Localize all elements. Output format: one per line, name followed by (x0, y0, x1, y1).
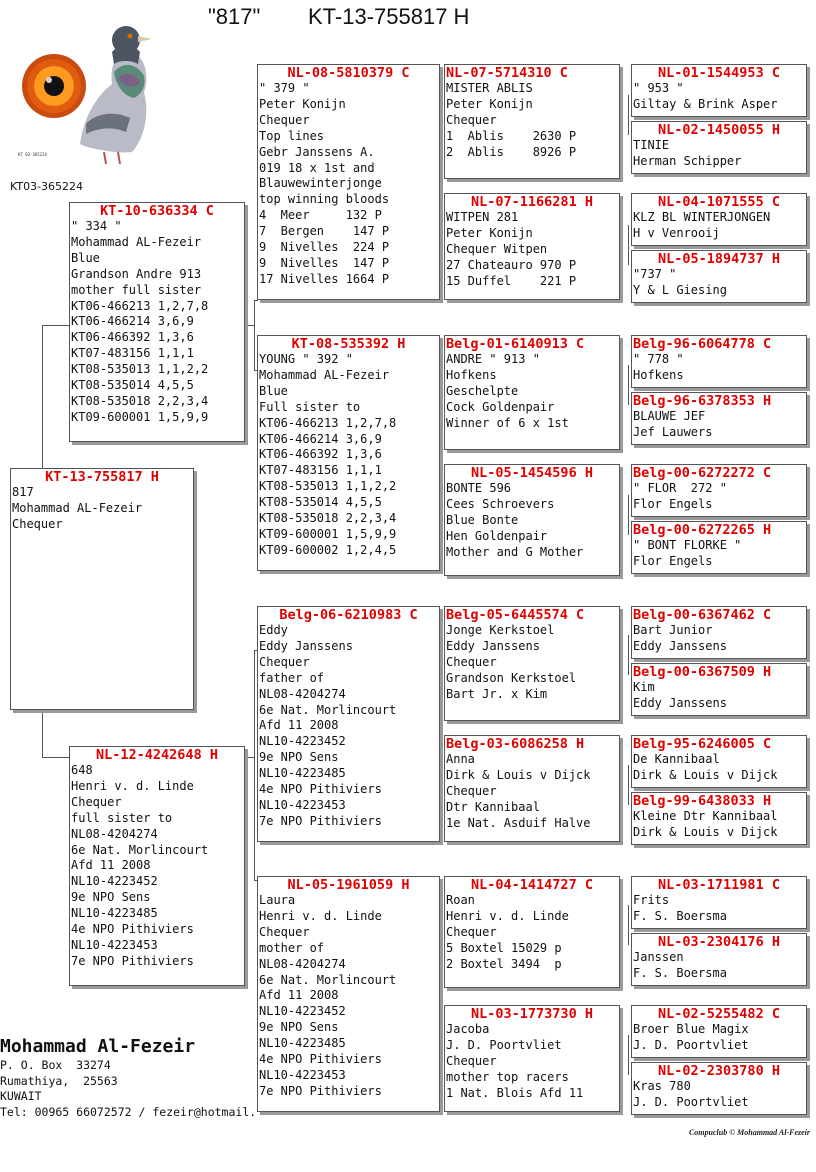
bird-detail-line: mother full sister (71, 282, 202, 297)
bird-details (258, 623, 439, 830)
bird-detail-line: 7 Bergen 147 P (259, 224, 390, 239)
pedigree-card-dssd[interactable] (631, 663, 807, 716)
bird-detail-line: 019 18 x 1st and (259, 160, 375, 175)
ring-number: NL-05-1894737 H (658, 251, 780, 267)
bird-detail-line: Chequer Witpen (446, 241, 548, 256)
bird-detail-line: KT06-466392 1,3,6 (259, 447, 382, 462)
bird-detail-line: Giltay & Brink Asper (633, 96, 778, 111)
bird-detail-line: Blue Bonte (446, 512, 519, 527)
pedigree-card-dam[interactable] (69, 746, 245, 986)
bird-detail-line: De Kannibaal (633, 752, 720, 766)
bird-details (632, 1079, 806, 1111)
bird-detail-line: Flor Engels (633, 553, 713, 568)
owner-address-line: Rumathiya, 25563 (0, 1073, 118, 1088)
pedigree-card-ssds[interactable] (631, 193, 807, 246)
bird-detail-line: Herman Schipper (633, 153, 742, 168)
connector (441, 117, 442, 207)
bird-detail-line: Mohammad AL-Fezeir (12, 500, 143, 515)
bird-detail-line: KT08-535018 2,2,3,4 (259, 511, 397, 526)
bird-detail-line: Anna (446, 752, 475, 766)
bird-detail-line: Peter Konijn (259, 96, 346, 111)
bird-detail-line: Afd 11 2008 (259, 718, 339, 733)
bird-detail-line: Kras 780 (633, 1079, 691, 1093)
pedigree-card-subject[interactable] (10, 468, 194, 710)
bird-detail-line: WITPEN 281 (446, 210, 519, 224)
connector (628, 1035, 629, 1075)
ring-number: NL-03-2304176 H (658, 934, 780, 950)
bird-detail-line: Mother and G Mother (446, 544, 584, 559)
bird-detail-line: " 953 " (633, 81, 684, 95)
bird-details (632, 893, 806, 925)
bird-detail-line: Chequer (446, 112, 497, 127)
bird-detail-line: KT07-483156 1,1,1 (259, 463, 382, 478)
pigeon-ring-title: KT-13-755817 H (308, 4, 470, 29)
bird-detail-line: Afd 11 2008 (71, 858, 151, 873)
bird-details (258, 81, 439, 288)
bird-detail-line: Cees Schroevers (446, 496, 555, 511)
bird-details (445, 893, 619, 973)
bird-detail-line: KT09-600001 1,5,9,9 (71, 409, 209, 424)
pedigree-card-sdsd[interactable] (631, 392, 807, 445)
ring-number: Belg-00-6367509 H (633, 664, 772, 680)
ring-number: Belg-01-6140913 C (446, 336, 585, 352)
bird-detail-line: Janssen (633, 950, 684, 964)
bird-detail-line: J. D. Poortvliet (446, 1037, 562, 1052)
pedigree-card-ddss[interactable] (631, 876, 807, 929)
bird-detail-line: KT08-535018 2,2,3,4 (71, 393, 209, 408)
bird-detail-line: NL10-4223452 (259, 1004, 346, 1019)
bird-detail-line: F. S. Boersma (633, 965, 727, 980)
connector (628, 495, 629, 535)
bird-detail-line: Chequer (446, 654, 497, 669)
bird-detail-line: Winner of 6 x 1st (446, 415, 569, 430)
bird-detail-line: KT06-466392 1,3,6 (71, 330, 194, 345)
pedigree-card-dsdd[interactable] (631, 792, 807, 845)
bird-detail-line: 7e NPO Pithiviers (259, 1083, 382, 1098)
bird-detail-line: KT06-466213 1,2,7,8 (259, 415, 397, 430)
bird-details (445, 81, 619, 161)
bird-details (632, 809, 806, 841)
bird-detail-line: mother top racers (446, 1069, 569, 1084)
bird-detail-line: Dirk & Louis v Dijck (633, 824, 778, 839)
pedigree-card-ddds[interactable] (631, 1005, 807, 1058)
bird-detail-line: 4e NPO Pithiviers (259, 1052, 382, 1067)
bird-details (632, 680, 806, 712)
bird-detail-line: 5 Boxtel 15029 p (446, 940, 562, 955)
bird-detail-line: NL10-4223452 (259, 734, 346, 749)
pedigree-card-dsd[interactable] (444, 735, 620, 842)
bird-detail-line: Flor Engels (633, 496, 713, 511)
ring-number: NL-02-1450055 H (658, 122, 780, 138)
bird-details (632, 138, 806, 170)
pedigree-card-sss[interactable] (444, 64, 620, 179)
bird-detail-line: 1 Nat. Blois Afd 11 (446, 1085, 584, 1100)
bird-detail-line: Kleine Dtr Kannibaal (633, 809, 778, 823)
bird-detail-line: Jacoba (446, 1022, 490, 1036)
bird-detail-line: " 778 " (633, 352, 684, 366)
bird-detail-line: NL10-4223485 (259, 1036, 346, 1051)
logo-small-text: KT 03-365224 (18, 152, 47, 157)
pedigree-card-ssss[interactable] (631, 64, 807, 117)
connector (42, 757, 70, 758)
connector (628, 95, 629, 135)
footer-credit: Compuclub © Mohammad Al-Fezeir (688, 1128, 810, 1137)
ring-number: NL-03-1773730 H (471, 1006, 593, 1022)
bird-detail-line: 2 Ablis 8926 P (446, 144, 577, 159)
bird-detail-line: Eddy Janssens (633, 695, 727, 710)
pedigree-card-sds[interactable] (444, 335, 620, 450)
bird-detail-line: Dirk & Louis v Dijck (446, 767, 591, 782)
ring-number: Belg-95-6246005 C (633, 736, 772, 752)
ring-number: KT-08-535392 H (291, 336, 406, 352)
bird-detail-line: 1e Nat. Asduif Halve (446, 815, 591, 830)
ring-number: NL-08-5810379 C (287, 65, 410, 81)
bird-detail-line: "737 " (633, 267, 677, 281)
bird-detail-line: NL10-4223453 (71, 937, 158, 952)
bird-detail-line: NL08-4204274 (259, 956, 346, 971)
connector (628, 225, 629, 265)
bird-detail-line: KT08-535014 4,5,5 (259, 495, 382, 510)
ring-number: Belg-00-6367462 C (633, 607, 772, 623)
bird-details (632, 210, 806, 242)
owner-address-line: P. O. Box 33274 (0, 1058, 111, 1072)
bird-detail-line: Hofkens (633, 367, 684, 382)
pedigree-card-dds[interactable] (444, 876, 620, 988)
bird-detail-line: Hen Goldenpair (446, 528, 548, 543)
bird-detail-line: mother of (259, 940, 325, 955)
bird-detail-line: Eddy Janssens (259, 638, 353, 653)
bird-detail-line: " BONT FLORKE " (633, 538, 742, 552)
bird-detail-line: Frits (633, 893, 670, 907)
bird-detail-line: 4e NPO Pithiviers (71, 922, 194, 937)
bird-detail-line: J. D. Poortvliet (633, 1094, 749, 1109)
pedigree-card-ddd[interactable] (444, 1005, 620, 1112)
ring-number: KT-13-755817 H (45, 469, 159, 485)
connector (254, 300, 255, 370)
logo-ring-label: KT03-365224 (10, 180, 84, 193)
pedigree-card-sdds[interactable] (631, 464, 807, 517)
bird-detail-line: Hofkens (446, 367, 497, 382)
pedigree-card-sdd[interactable] (444, 464, 620, 576)
bird-detail-line: Henri v. d. Linde (446, 908, 569, 923)
bird-detail-line: Jonge Kerkstoel (446, 623, 555, 637)
ring-number: NL-04-1071555 C (658, 194, 780, 210)
connector (42, 325, 43, 469)
bird-detail-line: MISTER ABLIS (446, 81, 533, 95)
ring-number: Belg-96-6064778 C (633, 336, 772, 352)
ring-number: Belg-06-6210983 C (279, 607, 418, 623)
ring-number: NL-04-1414727 C (471, 877, 593, 893)
bird-detail-line: KT09-600002 1,2,4,5 (259, 542, 397, 557)
ring-number: NL-07-5714310 C (446, 65, 568, 81)
pedigree-card-sdss[interactable] (631, 335, 807, 388)
bird-detail-line: Dtr Kannibaal (446, 799, 540, 814)
pedigree-card-dam-sire[interactable] (257, 606, 440, 842)
connector (244, 325, 254, 326)
bird-details (258, 893, 439, 1100)
bird-details (445, 752, 619, 832)
bird-detail-line: Afd 11 2008 (259, 988, 339, 1003)
bird-detail-line: full sister to (71, 810, 173, 825)
bird-details (445, 481, 619, 561)
connector (628, 765, 629, 805)
bird-details (445, 1022, 619, 1102)
bird-detail-line: Chequer (259, 654, 310, 669)
connector (628, 635, 629, 675)
bird-detail-line: 4 Meer 132 P (259, 208, 382, 223)
bird-details (632, 409, 806, 441)
bird-details (632, 950, 806, 982)
bird-detail-line: 7e NPO Pithiviers (259, 813, 382, 828)
bird-detail-line: F. S. Boersma (633, 908, 727, 923)
bird-detail-line: NL10-4223453 (259, 1067, 346, 1082)
bird-detail-line: ANDRE " 913 " (446, 352, 540, 366)
bird-detail-line: 17 Nivelles 1664 P (259, 271, 390, 286)
pedigree-card-sire-sire[interactable] (257, 64, 440, 300)
pedigree-card-dsss[interactable] (631, 606, 807, 659)
bird-detail-line: Laura (259, 893, 296, 907)
bird-detail-line: NL10-4223452 (71, 874, 158, 889)
bird-detail-line: Dirk & Louis v Dijck (633, 767, 778, 782)
ring-number: Belg-96-6378353 H (633, 393, 772, 409)
bird-detail-line: Eddy Janssens (633, 638, 727, 653)
bird-details (445, 623, 619, 703)
bird-detail-line: BONTE 596 (446, 481, 512, 495)
bird-detail-line: 2 Boxtel 3494 p (446, 956, 562, 971)
bird-detail-line: J. D. Poortvliet (633, 1037, 749, 1052)
bird-detail-line: KT06-466213 1,2,7,8 (71, 298, 209, 313)
bird-detail-line: NL10-4223485 (71, 906, 158, 921)
bird-detail-line: 817 (12, 485, 34, 499)
bird-detail-line: 6e Nat. Morlincourt (259, 702, 397, 717)
pedigree-card-ssd[interactable] (444, 193, 620, 300)
bird-detail-line: 648 (71, 763, 93, 777)
bird-detail-line: Kim (633, 680, 655, 694)
bird-detail-line: top winning bloods (259, 192, 390, 207)
bird-detail-line: Top lines (259, 128, 325, 143)
ring-number: Belg-05-6445574 C (446, 607, 585, 623)
bird-detail-line: Peter Konijn (446, 96, 533, 111)
bird-detail-line: Grandson Andre 913 (71, 266, 202, 281)
bird-details (632, 623, 806, 655)
ring-number: KT-10-636334 C (100, 203, 214, 219)
bird-detail-line: Mohammad AL-Fezeir (71, 234, 202, 249)
bird-detail-line: " 334 " (71, 219, 122, 233)
ring-number: NL-05-1961059 H (287, 877, 410, 893)
bird-detail-line: 9 Nivelles 147 P (259, 255, 390, 270)
pedigree-card-dsds[interactable] (631, 735, 807, 788)
bird-detail-line: KT08-535013 1,1,2,2 (71, 362, 209, 377)
bird-detail-line: NL08-4204274 (259, 686, 346, 701)
bird-detail-line: Chequer (259, 112, 310, 127)
bird-detail-line: Bart Jr. x Kim (446, 686, 548, 701)
bird-detail-line: KT08-535013 1,1,2,2 (259, 479, 397, 494)
pedigree-card-sddd[interactable] (631, 521, 807, 574)
bird-detail-line: Henri v. d. Linde (71, 778, 194, 793)
bird-detail-line: Gebr Janssens A. (259, 144, 375, 159)
bird-details (70, 763, 244, 970)
bird-detail-line: 9 Nivelles 224 P (259, 240, 390, 255)
bird-detail-line: Roan (446, 893, 475, 907)
bird-details (632, 481, 806, 513)
ring-number: NL-03-1711981 C (658, 877, 780, 893)
bird-detail-line: Eddy Janssens (446, 638, 540, 653)
bird-details (632, 752, 806, 784)
bird-detail-line: Chequer (71, 794, 122, 809)
bird-detail-line: YOUNG " 392 " (259, 352, 353, 366)
pedigree-card-sssd[interactable] (631, 121, 807, 174)
ring-number: NL-05-1454596 H (471, 465, 593, 481)
connector (244, 757, 254, 758)
connector (42, 325, 70, 326)
bird-detail-line: Blue (71, 250, 100, 265)
bird-detail-line: Blue (259, 383, 288, 398)
bird-details (632, 1022, 806, 1054)
bird-detail-line: 27 Chateauro 970 P (446, 257, 577, 272)
pedigree-card-sire[interactable] (69, 202, 245, 442)
bird-detail-line: TINIE (633, 138, 670, 152)
bird-detail-line: NL08-4204274 (71, 826, 158, 841)
bird-detail-line: Cock Goldenpair (446, 399, 555, 414)
owner-name: Mohammad Al-Fezeir (0, 1036, 196, 1057)
bird-detail-line: 4e NPO Pithiviers (259, 782, 382, 797)
bird-detail-line: " FLOR 272 " (633, 481, 727, 495)
bird-detail-line: Grandson Kerkstoel (446, 670, 577, 685)
connector (42, 710, 43, 757)
bird-detail-line: Full sister to (259, 399, 361, 414)
owner-contact: Tel: 00965 66072572 / fezeir@hotmail. (0, 1104, 257, 1119)
bird-detail-line: father of (259, 670, 325, 685)
bird-detail-line: 1 Ablis 2630 P (446, 128, 577, 143)
bird-details (632, 538, 806, 570)
ring-number: NL-01-1544953 C (658, 65, 780, 81)
pedigree-card-dam-dam[interactable] (257, 876, 440, 1112)
bird-detail-line: Chequer (12, 516, 63, 531)
pigeon-eye-icon (14, 14, 164, 174)
bird-detail-line: H v Venrooij (633, 225, 720, 240)
connector (441, 930, 442, 1020)
ring-number: Belg-99-6438033 H (633, 793, 772, 809)
bird-detail-line: 15 Duffel 221 P (446, 273, 577, 288)
bird-detail-line: 9e NPO Sens (259, 1020, 339, 1035)
bird-details (70, 219, 244, 426)
bird-details (632, 352, 806, 384)
bird-detail-line: NL10-4223453 (259, 797, 346, 812)
pedigree-card-ddsd[interactable] (631, 933, 807, 986)
bird-detail-line: KT07-483156 1,1,1 (71, 346, 194, 361)
connector (628, 905, 629, 945)
bird-detail-line: KT08-535014 4,5,5 (71, 378, 194, 393)
ring-number: NL-02-5255482 C (658, 1006, 780, 1022)
bird-detail-line: Chequer (446, 783, 497, 798)
bird-detail-line: 6e Nat. Morlincourt (71, 842, 209, 857)
connector (254, 650, 255, 880)
eye-pigeon-logo (14, 14, 164, 174)
bird-details (11, 485, 193, 533)
pedigree-card-dddd[interactable] (631, 1062, 807, 1115)
ring-number: NL-02-2303780 H (658, 1063, 780, 1079)
pedigree-card-ssdd[interactable] (631, 250, 807, 303)
bird-detail-line: Jef Lauwers (633, 424, 713, 439)
bird-detail-line: 7e NPO Pithiviers (71, 953, 194, 968)
pedigree-card-sire-dam[interactable] (257, 335, 440, 571)
bird-detail-line: NL10-4223485 (259, 766, 346, 781)
bird-detail-line: Mohammad AL-Fezeir (259, 367, 390, 382)
bird-detail-line: Bart Junior (633, 623, 713, 637)
owner-country: KUWAIT (0, 1089, 42, 1103)
bird-detail-line: Blauwewinterjonge (259, 176, 382, 191)
bird-detail-line: 9e NPO Sens (259, 750, 339, 765)
bird-details (632, 267, 806, 299)
bird-detail-line: Henri v. d. Linde (259, 908, 382, 923)
bird-detail-line: 6e Nat. Morlincourt (259, 972, 397, 987)
owner-block (0, 1036, 256, 1120)
connector (441, 660, 442, 750)
bird-detail-line: KLZ BL WINTERJONGEN (633, 210, 771, 224)
bird-detail-line: KT09-600001 1,5,9,9 (259, 526, 397, 541)
bird-detail-line: Peter Konijn (446, 225, 533, 240)
bird-details (632, 81, 806, 113)
bird-detail-line: Broer Blue Magix (633, 1022, 749, 1036)
ring-number: Belg-03-6086258 H (446, 736, 585, 752)
bird-detail-line: Y & L Giesing (633, 282, 727, 297)
bird-detail-line: Chequer (446, 924, 497, 939)
bird-detail-line: Eddy (259, 623, 288, 637)
bird-detail-line: KT06-466214 3,6,9 (71, 314, 194, 329)
ring-number: Belg-00-6272272 C (633, 465, 772, 481)
bird-detail-line: BLAUWE JEF (633, 409, 706, 423)
pigeon-name-title: "817" (208, 4, 261, 29)
connector (441, 390, 442, 480)
bird-details (258, 352, 439, 559)
bird-detail-line: Chequer (446, 1053, 497, 1068)
ring-number: NL-07-1166281 H (471, 194, 593, 210)
connector (628, 365, 629, 405)
ring-number: NL-12-4242648 H (96, 747, 218, 763)
bird-details (445, 352, 619, 432)
bird-detail-line: 9e NPO Sens (71, 890, 151, 905)
connector (254, 300, 258, 301)
bird-detail-line: Geschelpte (446, 383, 519, 398)
bird-detail-line: " 379 " (259, 81, 310, 95)
ring-number: Belg-00-6272265 H (633, 522, 772, 538)
bird-detail-line: KT06-466214 3,6,9 (259, 431, 382, 446)
pedigree-card-dss[interactable] (444, 606, 620, 721)
bird-details (445, 210, 619, 290)
bird-detail-line: Chequer (259, 924, 310, 939)
